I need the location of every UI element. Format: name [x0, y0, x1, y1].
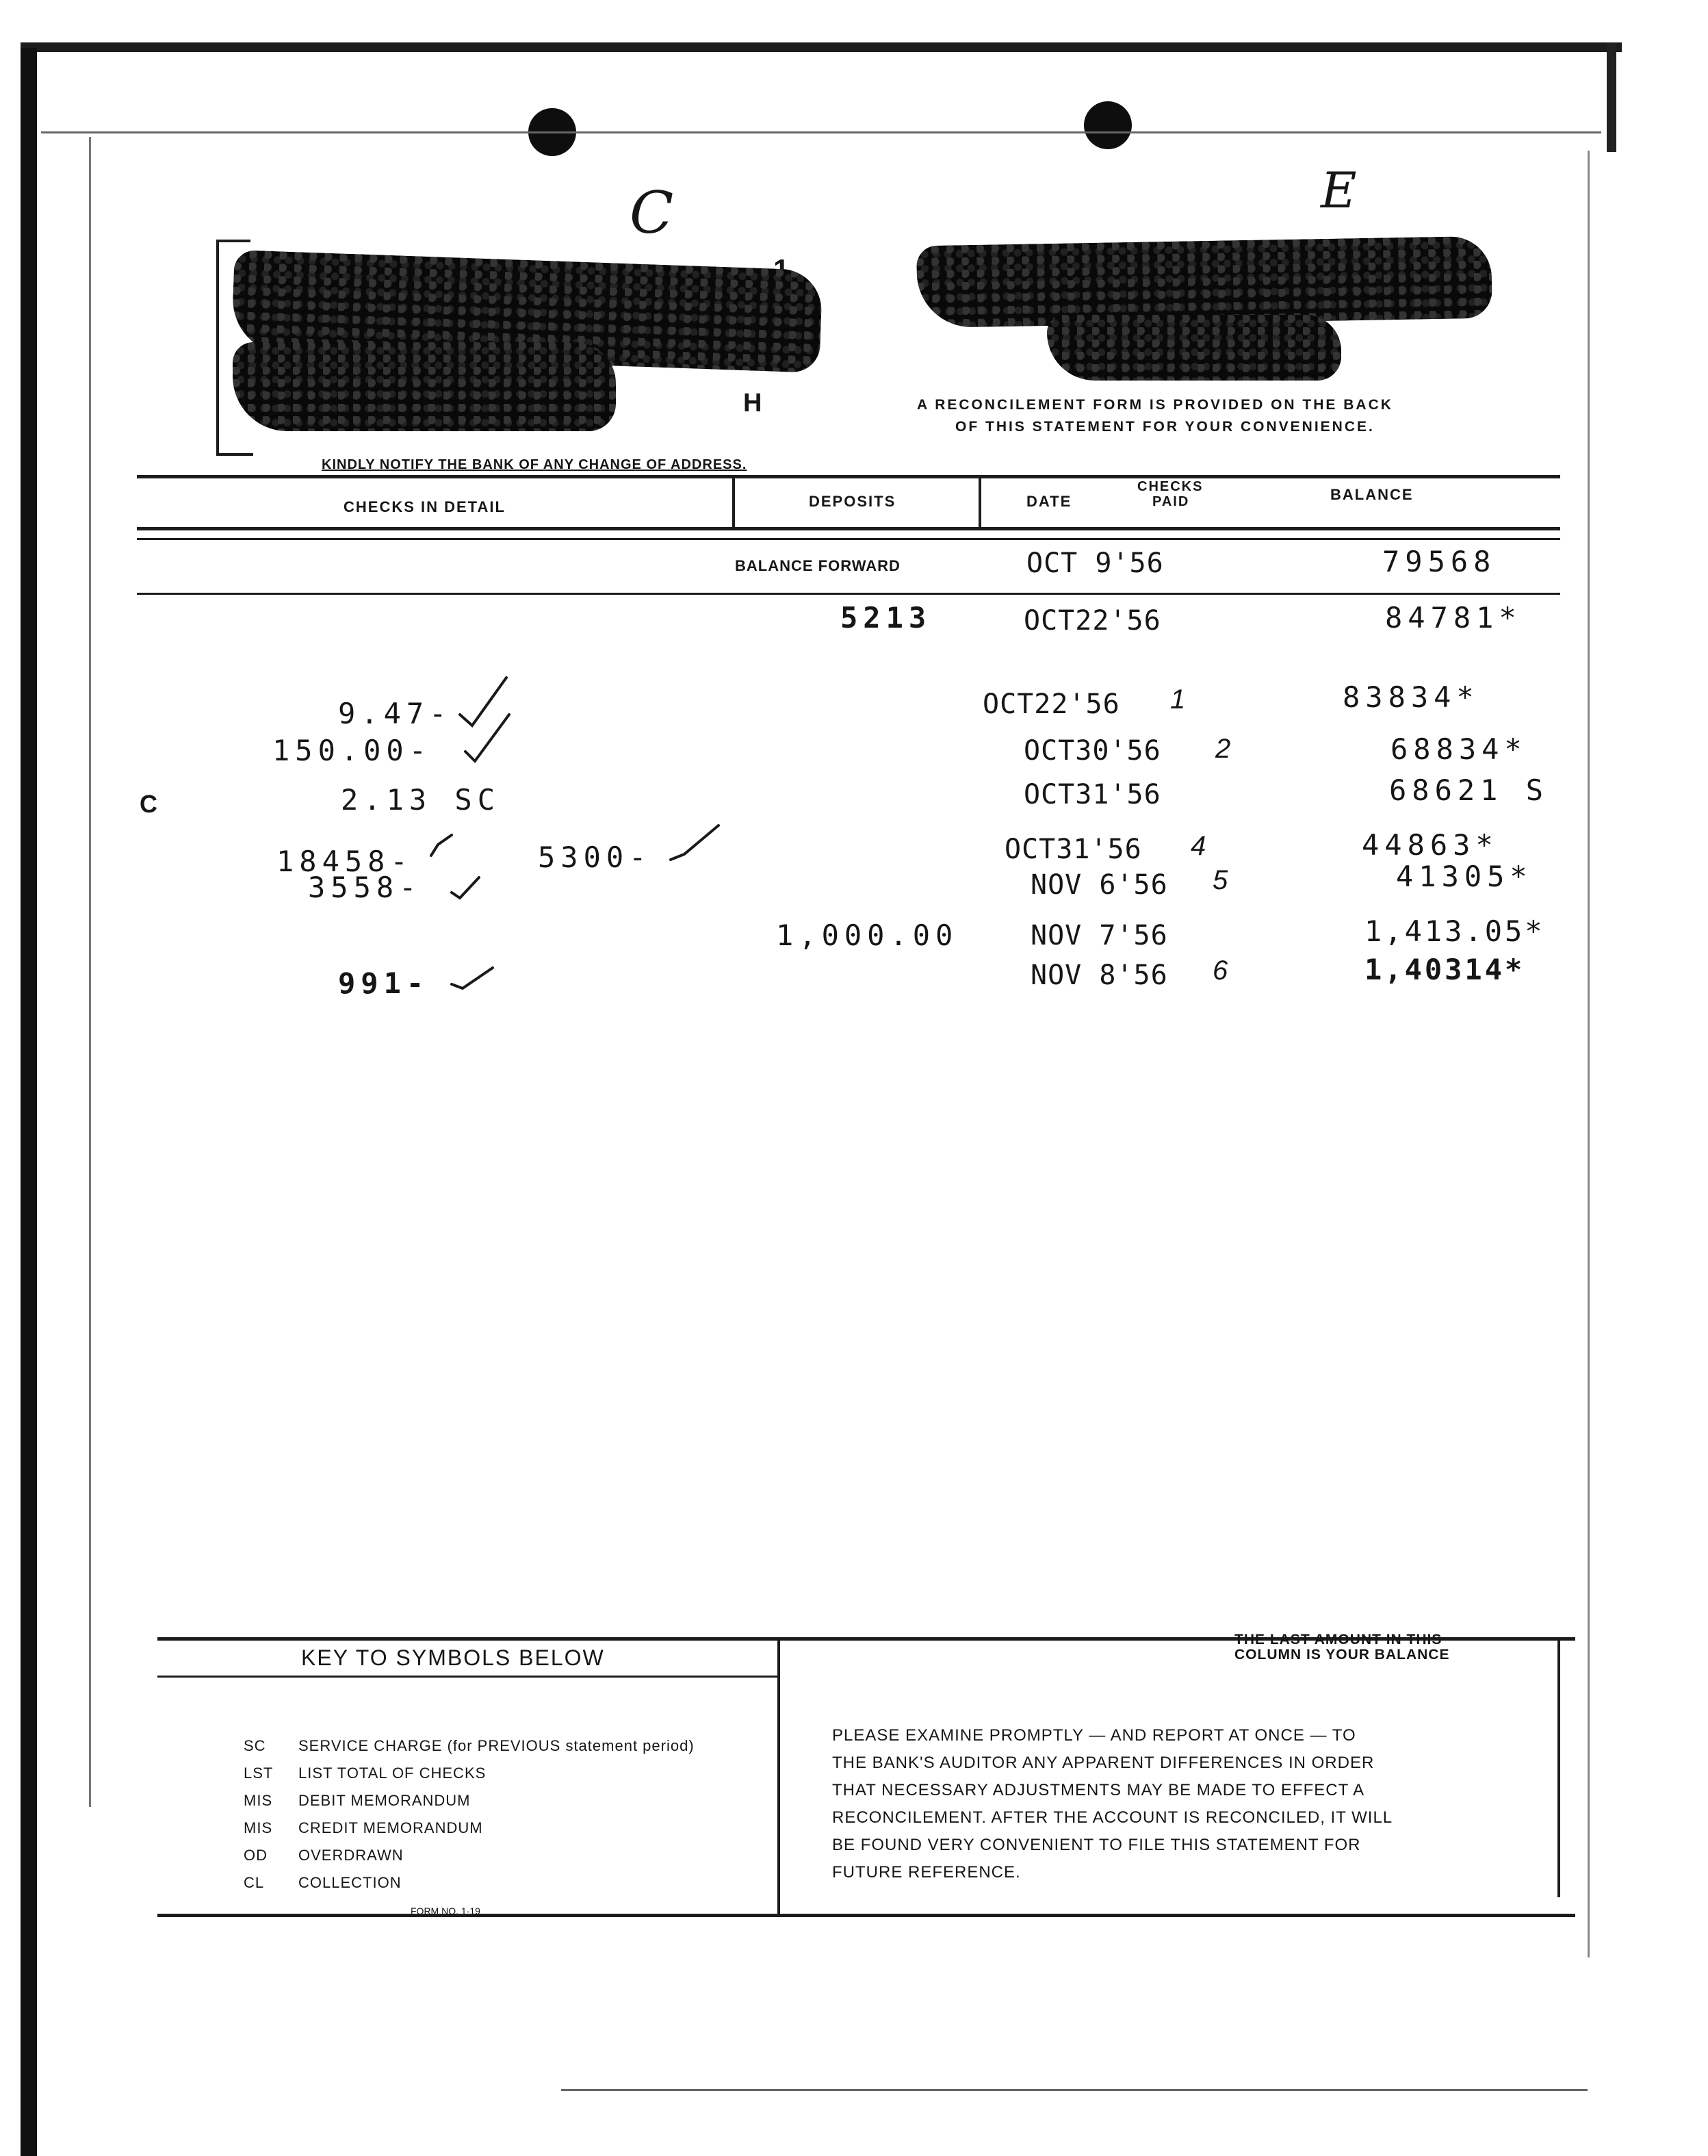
- row-3-date: OCT30'56: [1024, 735, 1161, 767]
- footer-box-bottom-rule: [157, 1914, 1575, 1917]
- row-7-date: NOV 7'56: [1031, 920, 1168, 951]
- row-4-margin-mark: C: [140, 790, 157, 818]
- key-code: SC: [244, 1737, 266, 1754]
- checkmark-icon: [465, 715, 509, 761]
- row-3-check: 150.00-: [272, 734, 432, 767]
- notice-line5: BE FOUND VERY CONVENIENT TO FILE THIS STATEMENT FOR: [832, 1836, 1361, 1854]
- row-5-date: OCT31'56: [1005, 834, 1142, 865]
- balance-forward-label: BALANCE FORWARD: [735, 557, 901, 574]
- row-4-date: OCT31'56: [1024, 779, 1161, 810]
- row-6-date: NOV 6'56: [1031, 869, 1168, 901]
- row-7-deposit: 1,000.00: [776, 919, 959, 952]
- key-item-debit: [244, 1792, 471, 1810]
- row-5-check: 18458-: [276, 845, 413, 878]
- row-8-balance: 1,40314*: [1364, 953, 1525, 986]
- column-checks-paid-bottom: PAID: [1152, 494, 1190, 509]
- key-item-cl: [244, 1874, 402, 1892]
- key-title-underline: [157, 1676, 777, 1678]
- row-2-count: 1: [1170, 684, 1186, 715]
- column-checks-paid-top: CHECKS: [1137, 479, 1204, 494]
- row-1-date: OCT22'56: [1024, 605, 1161, 637]
- key-text: DEBIT MEMORANDUM: [298, 1792, 471, 1809]
- key-text: COLLECTION: [298, 1874, 402, 1891]
- row-1-deposit: 5213: [840, 601, 932, 634]
- row-5-balance: 44863*: [1362, 828, 1499, 862]
- column-deposits: DEPOSITS: [809, 493, 896, 510]
- row-6-check: 3558-: [308, 871, 422, 904]
- key-code: CL: [244, 1874, 265, 1891]
- checkmark-icon: [452, 968, 493, 988]
- notice-line4: RECONCILEMENT. AFTER THE ACCOUNT IS RECONCILED, IT WILL: [832, 1808, 1393, 1827]
- bottom-perforation-line: [561, 2089, 1588, 2091]
- balance-forward-date: OCT 9'56: [1026, 548, 1164, 579]
- last-amount-line2: COLUMN IS YOUR BALANCE: [1234, 1647, 1450, 1663]
- key-code: MIS: [244, 1819, 273, 1836]
- key-text: LIST TOTAL OF CHECKS: [298, 1764, 487, 1782]
- notice-line6: FUTURE REFERENCE.: [832, 1863, 1021, 1882]
- key-text: CREDIT MEMORANDUM: [298, 1819, 483, 1836]
- notice-line2: THE BANK'S AUDITOR ANY APPARENT DIFFERENCES IN ORDER: [832, 1754, 1375, 1772]
- row-3-balance: 68834*: [1390, 732, 1527, 766]
- row-6-count: 5: [1213, 865, 1228, 895]
- row-2-date: OCT22'56: [983, 689, 1120, 720]
- row-4-check: 2.13 SC: [341, 783, 501, 817]
- row-1-balance: 84781*: [1385, 601, 1522, 634]
- key-text: OVERDRAWN: [298, 1847, 404, 1864]
- column-checks-in-detail: CHECKS IN DETAIL: [344, 498, 506, 515]
- footer-box-right-line: [1557, 1637, 1560, 1897]
- key-code: LST: [244, 1764, 274, 1782]
- key-title: KEY TO SYMBOLS BELOW: [301, 1645, 605, 1670]
- row-4-balance: 68621 S: [1389, 773, 1549, 807]
- margin-mark-right: E: [1321, 162, 1357, 219]
- address-mark-h: H: [743, 389, 762, 418]
- row-2-balance: 83834*: [1343, 680, 1479, 714]
- row-7-balance: 1,413.05*: [1364, 914, 1545, 948]
- key-text: SERVICE CHARGE (for PREVIOUS statement period): [298, 1737, 695, 1754]
- column-date: DATE: [1026, 493, 1072, 510]
- row-5-check-2: 5300-: [538, 840, 652, 874]
- key-code: MIS: [244, 1792, 273, 1809]
- checkmark-icon: [460, 678, 506, 726]
- checkmark-icon: [452, 877, 479, 898]
- row-2-check: 9.47-: [338, 697, 452, 730]
- key-item-credit: [244, 1819, 483, 1837]
- reconcilement-notice-line1: A RECONCILEMENT FORM IS PROVIDED ON THE BACK: [917, 397, 1393, 413]
- key-code: OD: [244, 1847, 268, 1864]
- row-8-count: 6: [1213, 955, 1228, 986]
- notify-address-change: KINDLY NOTIFY THE BANK OF ANY CHANGE OF ADDRESS.: [322, 457, 747, 472]
- row-6-balance: 41305*: [1396, 860, 1533, 893]
- key-item-od: [244, 1847, 404, 1864]
- row-5-count: 4: [1191, 831, 1206, 861]
- last-amount-line1: THE LAST AMOUNT IN THIS: [1234, 1632, 1442, 1647]
- form-number: FORM NO. 1-19: [411, 1905, 480, 1916]
- checkmark-icon: [671, 825, 719, 860]
- balance-forward-amount: 79568: [1382, 545, 1497, 578]
- column-balance: BALANCE: [1330, 486, 1414, 503]
- key-item-lst: [244, 1764, 486, 1782]
- reconcilement-notice-line2: OF THIS STATEMENT FOR YOUR CONVENIENCE.: [955, 419, 1375, 435]
- notice-line1: PLEASE EXAMINE PROMPTLY — AND REPORT AT ONCE — TO: [832, 1726, 1356, 1745]
- notice-line3: THAT NECESSARY ADJUSTMENTS MAY BE MADE TO EFFECT A: [832, 1781, 1365, 1799]
- row-8-date: NOV 8'56: [1031, 960, 1168, 991]
- row-3-count: 2: [1215, 734, 1231, 764]
- checkmark-icon: [431, 835, 452, 856]
- key-item-sc: [244, 1737, 695, 1755]
- margin-mark-left: C: [630, 179, 674, 246]
- footer-box-divider: [777, 1637, 780, 1916]
- row-8-check: 991-: [338, 966, 430, 1000]
